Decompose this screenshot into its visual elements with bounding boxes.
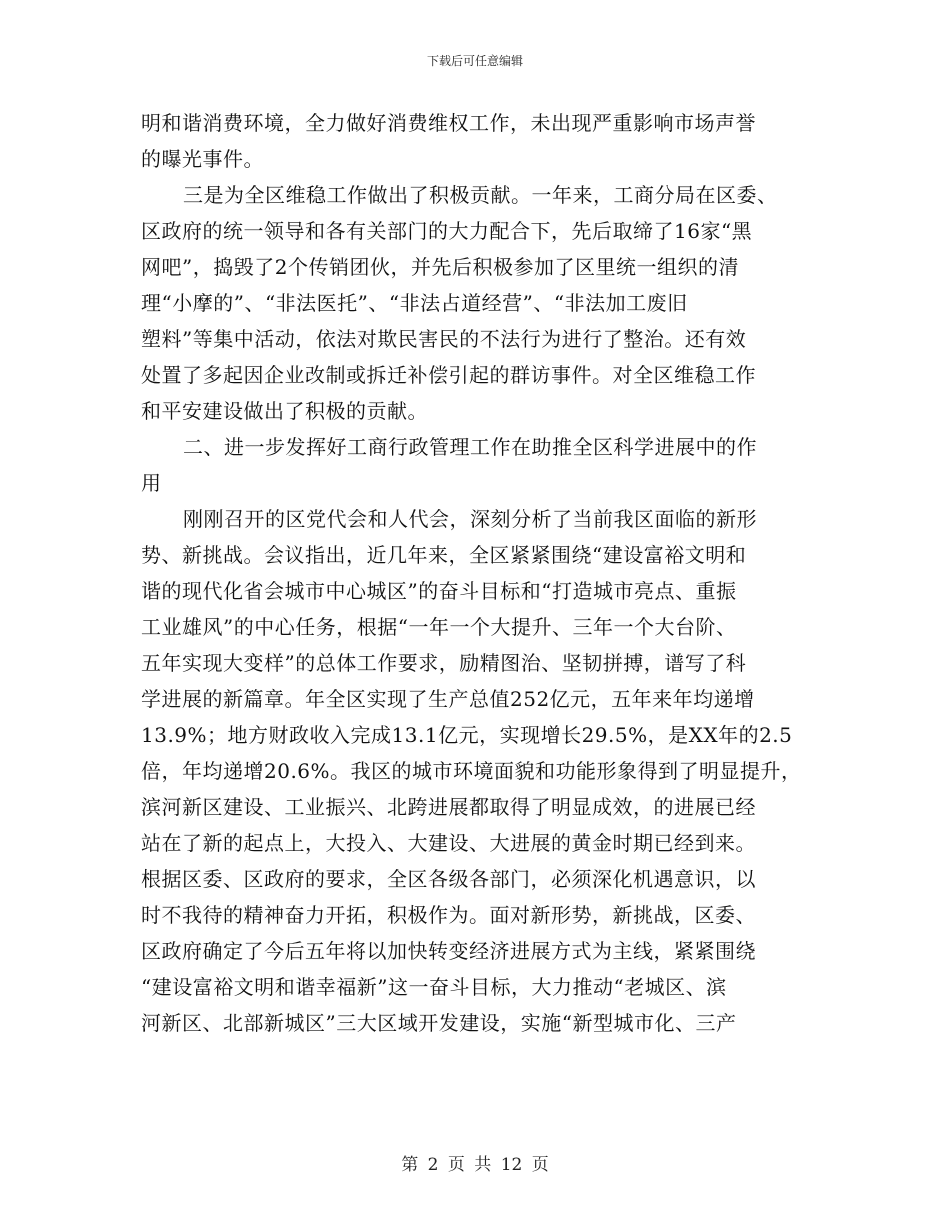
paragraph-line: 塑料”等集中活动，依法对欺民害民的不法行为进行了整治。还有效 bbox=[141, 327, 747, 351]
paragraph-line: “建设富裕文明和谐幸福新”这一奋斗目标，大力推动“老城区、滨 bbox=[141, 975, 727, 999]
paragraph-line: 网吧”，捣毁了2个传销团伙，并先后积极参加了区里统一组织的清 bbox=[141, 255, 739, 279]
paragraph-line: 谐的现代化省会城市中心城区”的奋斗目标和“打造城市亮点、重振 bbox=[141, 579, 737, 603]
paragraph-line: 刚刚召开的区党代会和人代会，深刻分析了当前我区面临的新形 bbox=[183, 507, 757, 531]
paragraph-line: 滨河新区建设、工业振兴、北跨进展都取得了明显成效，的进展已经 bbox=[141, 795, 756, 819]
paragraph-line: 区政府确定了今后五年将以加快转变经济进展方式为主线，紧紧围绕 bbox=[141, 939, 756, 963]
paragraph-line: 工业雄风”的中心任务，根据“一年一个大提升、三年一个大台阶、 bbox=[141, 615, 737, 639]
paragraph-line: 处置了多起因企业改制或拆迁补偿引起的群访事件。对全区维稳工作 bbox=[141, 363, 756, 387]
paragraph-line: 学进展的新篇章。年全区实现了生产总值252亿元，五年来年均递增 bbox=[141, 687, 755, 711]
paragraph-line: 和平安建设做出了积极的贡献。 bbox=[141, 399, 428, 423]
document-body bbox=[141, 105, 831, 1041]
page-number: 第 2 页 共 12 页 bbox=[401, 1155, 549, 1175]
paragraph-line: 二、进一步发挥好工商行政管理工作在助推全区科学进展中的作 bbox=[183, 435, 757, 459]
paragraph-line: 五年实现大变样”的总体工作要求，励精图治、坚韧拼搏，谱写了科 bbox=[141, 651, 747, 675]
paragraph-line: 三是为全区维稳工作做出了积极贡献。一年来，工商分局在区委、 bbox=[183, 183, 778, 207]
paragraph-line: 倍，年均递增20.6%。我区的城市环境面貌和功能形象得到了明显提升， bbox=[141, 759, 802, 783]
paragraph-line: 理“小摩的”、“非法医托”、“非法占道经营”、“非法加工废旧 bbox=[141, 291, 688, 315]
paragraph-line: 根据区委、区政府的要求，全区各级各部门，必须深化机遇意识，以 bbox=[141, 867, 756, 891]
paragraph-line: 时不我待的精神奋力开拓，积极作为。面对新形势，新挑战，区委、 bbox=[141, 903, 756, 927]
paragraph-line: 区政府的统一领导和各有关部门的大力配合下，先后取缔了16家“黑 bbox=[141, 219, 753, 243]
paragraph-line: 的曝光事件。 bbox=[141, 147, 264, 171]
paragraph-line: 13.9%；地方财政收入完成13.1亿元，实现增长29.5%，是XX年的2.5 bbox=[141, 723, 793, 747]
paragraph-line: 站在了新的起点上，大投入、大建设、大进展的黄金时期已经到来。 bbox=[141, 831, 756, 855]
paragraph-line: 河新区、北部新城区”三大区域开发建设，实施“新型城市化、三产 bbox=[141, 1011, 737, 1035]
paragraph-line: 明和谐消费环境，全力做好消费维权工作，未出现严重影响市场声誉 bbox=[141, 111, 756, 135]
paragraph-line: 势、新挑战。会议指出，近几年来，全区紧紧围绕“建设富裕文明和 bbox=[141, 543, 747, 567]
paragraph-line: 用 bbox=[141, 471, 162, 495]
page-header-note: 下载后可任意编辑 bbox=[426, 54, 523, 68]
